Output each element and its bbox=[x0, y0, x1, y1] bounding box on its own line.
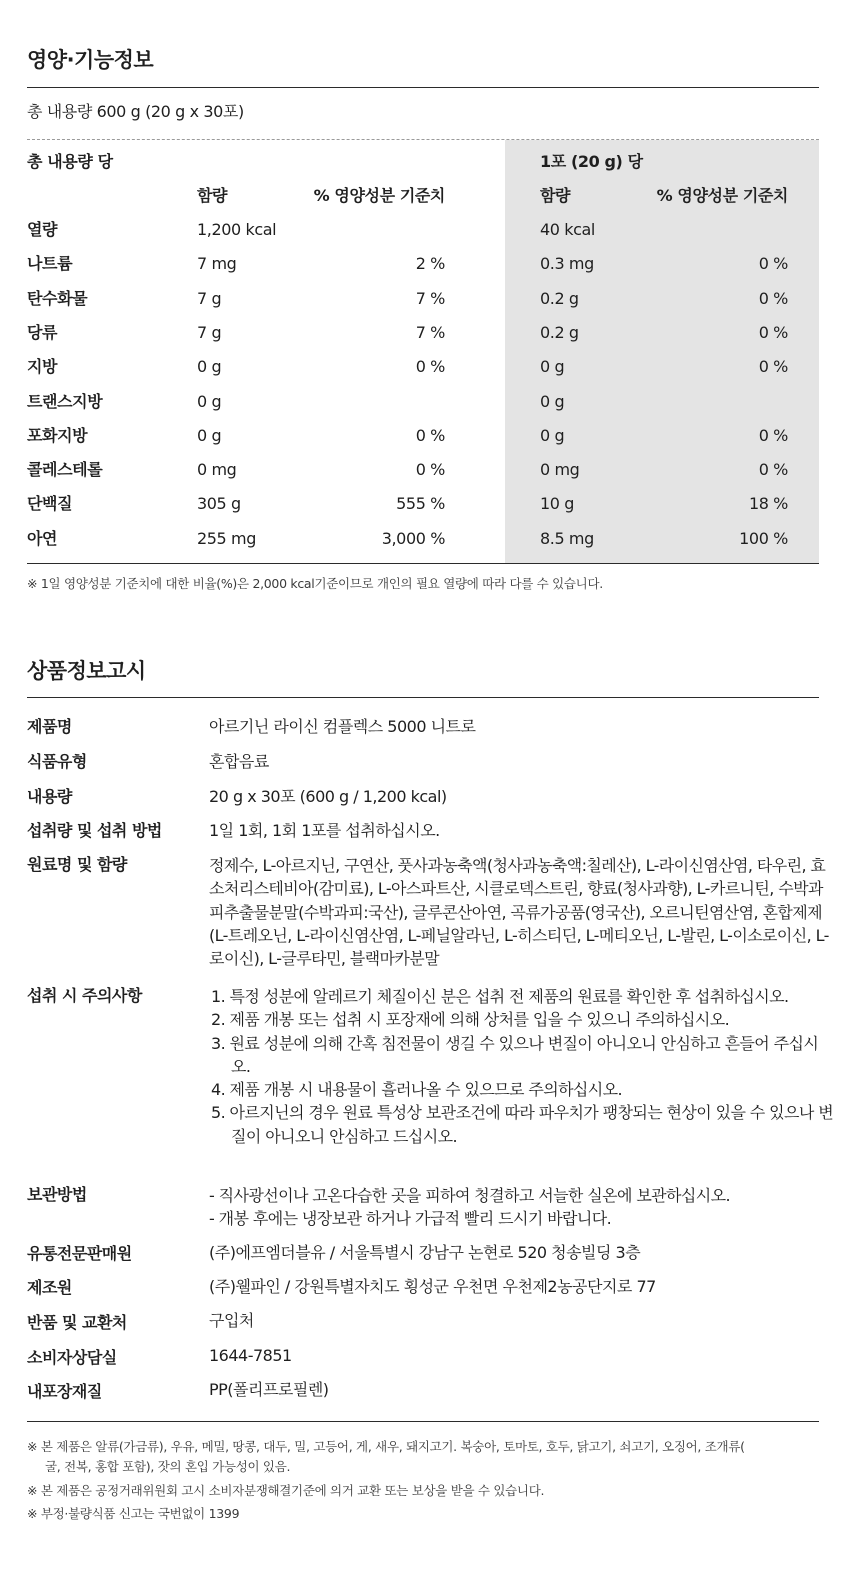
serving-amount: 8.5 mg bbox=[540, 529, 594, 548]
total-amount: 0 g bbox=[197, 426, 222, 445]
nutrient-name: 아연 bbox=[27, 529, 58, 548]
type-value: 혼합음료 bbox=[209, 752, 269, 771]
serving-dv: 0 % bbox=[758, 323, 788, 342]
serving-dv: 0 % bbox=[758, 426, 788, 445]
serving-amount: 0 mg bbox=[540, 460, 580, 479]
storage-label: 보관방법 bbox=[27, 1185, 87, 1204]
ingredients-label: 원료명 및 함량 bbox=[27, 855, 127, 874]
nutrient-name: 포화지방 bbox=[27, 426, 88, 445]
serving-amount: 0 g bbox=[540, 392, 565, 411]
total-amount: 255 mg bbox=[197, 529, 256, 548]
col-dv-serving: % 영양성분 기준치 bbox=[656, 186, 788, 205]
total-amount: 305 g bbox=[197, 494, 241, 513]
allergy-note: ※ 본 제품은 알류(가금류), 우유, 메밀, 땅콩, 대두, 밀, 고등어, 게, 새우, 돼지고기. 복숭아, 토마토, 호두, 닭고기, 쇠고기, 오징어, 조개류( bbox=[27, 1439, 745, 1454]
col-amount-total: 함량 bbox=[197, 186, 228, 205]
nutrient-name: 당류 bbox=[27, 323, 58, 342]
nutrient-name: 트랜스지방 bbox=[27, 392, 103, 411]
nutrient-name: 탄수화물 bbox=[27, 289, 88, 308]
nutrition-footnote: ※ 1일 영양성분 기준치에 대한 비율(%)은 2,000 kcal기준이므로 개인의 필요 열량에 따라 다를 수 있습니다. bbox=[27, 576, 603, 591]
storage-list bbox=[209, 1184, 829, 1231]
product-title: 상품정보고시 bbox=[27, 659, 146, 683]
storage-item: - 직사광선이나 고온다습한 곳을 피하여 청결하고 서늘한 실온에 보관하십시오. bbox=[209, 1186, 730, 1205]
packaging-value: PP(폴리프로필렌) bbox=[209, 1380, 329, 1399]
total-amount: 7 g bbox=[197, 289, 222, 308]
type-label: 식품유형 bbox=[27, 752, 87, 771]
return-label: 반품 및 교환처 bbox=[27, 1313, 127, 1332]
per-total-label: 총 내용량 당 bbox=[27, 152, 113, 171]
distributor-value: (주)에프엠더블유 / 서울특별시 강남구 논현로 520 청송빌딩 3층 bbox=[209, 1243, 641, 1262]
nutrition-title: 영양·기능정보 bbox=[27, 48, 154, 72]
serving-amount: 0 g bbox=[540, 426, 565, 445]
caution-item: 4. 제품 개봉 시 내용물이 흘러나올 수 있으므로 주의하십시오. bbox=[211, 1080, 622, 1100]
total-amount: 0 g bbox=[197, 357, 222, 376]
total-dv: 0 % bbox=[415, 357, 445, 376]
serving-amount: 0 g bbox=[540, 357, 565, 376]
total-dv: 555 % bbox=[396, 494, 445, 513]
total-amount: 7 g bbox=[197, 323, 222, 342]
exchange-note: ※ 본 제품은 공정거래위원회 고시 소비자분쟁해결기준에 의거 교환 또는 보상을 받을 수 있습니다. bbox=[27, 1483, 545, 1498]
title-divider bbox=[27, 87, 819, 88]
total-amount: 1,200 kcal bbox=[197, 220, 277, 239]
allergy-note-cont: 굴, 전복, 홍합 포함), 잣의 혼입 가능성이 있음. bbox=[45, 1459, 291, 1474]
serving-dv: 18 % bbox=[748, 494, 788, 513]
serving-amount: 40 kcal bbox=[540, 220, 595, 239]
consult-label: 소비자상담실 bbox=[27, 1348, 117, 1367]
total-volume: 총 내용량 600 g (20 g x 30포) bbox=[27, 102, 244, 121]
total-dv: 7 % bbox=[415, 323, 445, 342]
nutrient-name: 나트륨 bbox=[27, 254, 73, 273]
total-dv: 0 % bbox=[415, 460, 445, 479]
caution-item: 1. 특정 성분에 알레르기 체질이신 분은 섭취 전 제품의 원료를 확인한 후 섭취하십시오. bbox=[211, 987, 789, 1006]
col-amount-serving: 함량 bbox=[540, 186, 571, 205]
distributor-label: 유통전문판매원 bbox=[27, 1244, 132, 1263]
packaging-label: 내포장재질 bbox=[27, 1382, 102, 1401]
serving-amount: 0.2 g bbox=[540, 289, 579, 308]
nutrient-name: 단백질 bbox=[27, 494, 73, 513]
total-dv: 7 % bbox=[415, 289, 445, 308]
total-dv: 2 % bbox=[415, 254, 445, 273]
intake-label: 섭취량 및 섭취 방법 bbox=[27, 821, 162, 840]
total-dv: 3,000 % bbox=[381, 529, 445, 548]
col-dv-total: % 영양성분 기준치 bbox=[313, 186, 445, 205]
caution-item: 3. 원료 성분에 의해 간혹 침전물이 생길 수 있으나 변질이 아니오니 안심하고 흔들어 주십시오. bbox=[211, 1033, 819, 1076]
caution-label: 섭취 시 주의사항 bbox=[27, 986, 142, 1005]
total-amount: 7 mg bbox=[197, 254, 237, 273]
report-note: ※ 부정·불량식품 신고는 국번없이 1399 bbox=[27, 1506, 240, 1521]
serving-dv: 0 % bbox=[758, 357, 788, 376]
total-amount: 0 mg bbox=[197, 460, 237, 479]
per-serving-label: 1포 (20 g) 당 bbox=[540, 152, 643, 171]
nutrient-name: 지방 bbox=[27, 357, 58, 376]
name-value: 아르기닌 라이신 컴플렉스 5000 니트로 bbox=[209, 717, 476, 736]
name-label: 제품명 bbox=[27, 717, 72, 736]
total-dv: 0 % bbox=[415, 426, 445, 445]
ingredients-value: 정제수, L-아르지닌, 구연산, 풋사과농축액(청사과농축액:칠레산), L-라이신염산염, 타우린, 효소처리스테비아(감미료), L-아스파트산, 시클로덱스트린, 향료(청사과향), L-카르니틴, 수박과피추출물분말(수박과피:국산), 글루콘산아연, 곡류가공품(영국산), 오르니틴염산염, 혼합제제(L-트레오닌, L-라이신염산염, L-페닐알라닌, L-히스티딘, L-메티오닌, L-발린, L-이소로이신, L-로이신), L-글루타민, 블랙마카분말 bbox=[209, 856, 829, 969]
total-amount: 0 g bbox=[197, 392, 222, 411]
intake-value: 1일 1회, 1회 1포를 섭취하십시오. bbox=[209, 821, 440, 840]
product-title-divider bbox=[27, 697, 819, 698]
serving-amount: 0.3 mg bbox=[540, 254, 594, 273]
serving-dv: 100 % bbox=[739, 529, 788, 548]
consult-value: 1644-7851 bbox=[209, 1346, 292, 1365]
serving-amount: 0.2 g bbox=[540, 323, 579, 342]
storage-item: - 개봉 후에는 냉장보관 하거나 가급적 빨리 드시기 바랍니다. bbox=[209, 1209, 612, 1229]
caution-list bbox=[209, 985, 834, 1148]
nutrient-name: 콜레스테롤 bbox=[27, 460, 103, 479]
serving-dv: 0 % bbox=[758, 289, 788, 308]
caution-item: 5. 아르지닌의 경우 원료 특성상 보관조건에 따라 파우치가 팽창되는 현상이 있을 수 있으나 변질이 아니오니 안심하고 드십시오. bbox=[211, 1103, 834, 1146]
maker-value: (주)웰파인 / 강원특별자치도 횡성군 우천면 우천제2농공단지로 77 bbox=[209, 1277, 656, 1296]
nutrient-name: 열량 bbox=[27, 220, 58, 239]
volume-value: 20 g x 30포 (600 g / 1,200 kcal) bbox=[209, 787, 447, 806]
return-value: 구입처 bbox=[209, 1311, 254, 1330]
product-bottom-divider bbox=[27, 1421, 819, 1422]
serving-dv: 0 % bbox=[758, 254, 788, 273]
volume-label: 내용량 bbox=[27, 787, 72, 806]
serving-dv: 0 % bbox=[758, 460, 788, 479]
table-bottom-divider bbox=[27, 563, 819, 564]
caution-item: 2. 제품 개봉 또는 섭취 시 포장재에 의해 상처를 입을 수 있으니 주의하십시오. bbox=[211, 1010, 730, 1030]
maker-label: 제조원 bbox=[27, 1278, 72, 1297]
serving-amount: 10 g bbox=[540, 494, 575, 513]
